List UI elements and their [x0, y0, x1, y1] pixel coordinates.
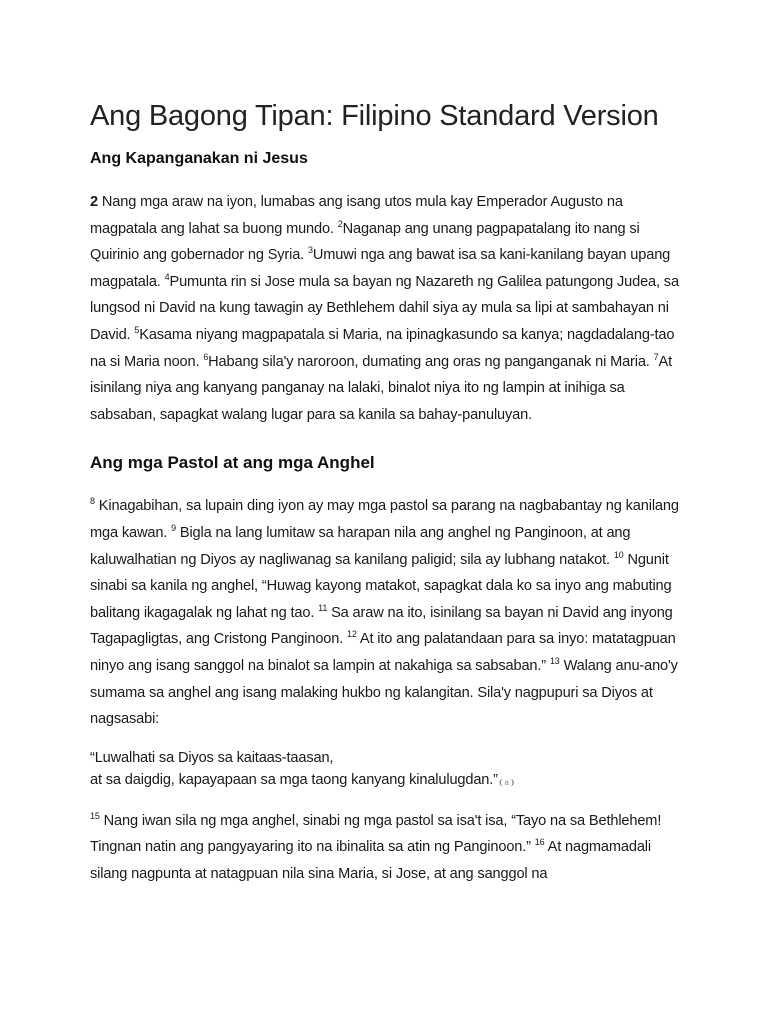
verse-text: Ngunit sinabi sa kanila ng anghel, “Huwag kayong matakot, sapagkat dala ko sa inyo ang mabuting balitang ikagagalak ng lahat ng tao. [90, 551, 672, 621]
quote-line: at sa daigdig, kapayapaan sa mga taong kanyang kinalulugdan.” [90, 771, 498, 788]
verse-text: Nang iwan sila ng mga anghel, sinabi ng mga pastol sa isa't isa, “Tayo na sa Bethlehem! Tingnan natin ang pangyayaring ito na ibinalita sa atin ng Panginoon.” [90, 812, 662, 856]
verse-number: 16 [534, 837, 545, 848]
chapter-number: 2 [90, 194, 98, 210]
verse-text: Bigla na lang lumitaw sa harapan nila ang anghel ng Panginoon, at ang kaluwalhatian ng Diyos ay nagliwanag sa kanilang paligid; sila ay lubhang natakot. [90, 524, 631, 568]
verse-text: Naganap ang unang pagpapatalang ito nang si Quirinio ang gobernador ng Syria. [90, 220, 640, 264]
verse-text: At nagmamadali silang nagpunta at natagpuan nila sina Maria, si Jose, at ang sanggol na [90, 839, 651, 882]
paragraph-shepherds [90, 493, 690, 732]
verse-text: Kinagabihan, sa lupain ding iyon ay may mga pastol sa parang na nagbabantay ng kanilang mga kawan. [90, 498, 679, 541]
verse-number: 5 [134, 324, 140, 335]
verse-number: 11 [318, 602, 328, 613]
verse-number: 6 [203, 351, 209, 362]
quote-line: “Luwalhati sa Diyos sa kaitaas-taasan, [90, 749, 334, 766]
verse-number: 4 [164, 271, 170, 282]
verse-text: Pumunta rin si Jose mula sa bayan ng Nazareth ng Galilea patungong Judea, sa lungsod ni David na kung tawagin ay Bethlehem dahil siya ay mula sa lipi at sambahayan ni David. [90, 273, 679, 343]
verse-number: 3 [308, 245, 313, 256]
verse-text: Walang anu-ano'y sumama sa anghel ang isang malaking hukbo ng kalangitan. Sila'y nagpupuri sa Diyos at nagsasabi: [90, 657, 678, 728]
verse-text: Kasama niyang magpapatala si Maria, na ipinagkasundo sa kanya; nagdadalang-tao na si Maria noon. [90, 326, 675, 370]
verse-number: 8 [90, 496, 95, 507]
verse-text: Sa araw na ito, isinilang sa bayan ni David ang inyong Tagapagligtas, ang Cristong Panginoon. [90, 604, 673, 648]
verse-text: At isinilang niya ang kanyang panganay na lalaki, binalot niya ito ng lampin at inihiga sa sabsaban, sapagkat walang lugar para sa kanila sa bahay-panuluyan. [90, 353, 672, 423]
document-content [90, 96, 690, 887]
section-heading-shepherds: Ang mga Pastol at ang mga Anghel [90, 453, 375, 473]
paragraph-chapter-2 [90, 189, 690, 428]
verse-text: Habang sila'y naroroon, dumating ang oras ng panganganak ni Maria. [208, 353, 650, 370]
verse-number: 7 [653, 351, 659, 362]
verse-number: 10 [613, 549, 624, 560]
hymn-quote [90, 747, 690, 794]
paragraph-continuation [90, 808, 690, 888]
verse-number: 9 [171, 522, 176, 533]
page-title: Ang Bagong Tipan: Filipino Standard Version [90, 100, 659, 132]
verse-number: 2 [337, 218, 343, 229]
verse-number: 13 [549, 655, 560, 666]
section-heading-birth: Ang Kapanganakan ni Jesus [90, 150, 308, 167]
verse-text: At ito ang palatandaan para sa inyo: matatagpuan ninyo ang isang sanggol na binalot sa lampin at nakahiga sa sabsaban.” [90, 631, 676, 674]
verse-text: Nang mga araw na iyon, lumabas ang isang utos mula kay Emperador Augusto na magpatala ang lahat sa buong mundo. [90, 194, 623, 237]
verse-number: 12 [347, 629, 357, 640]
verse-number: 15 [90, 810, 100, 821]
footnote-marker[interactable]: ❨a❩ [497, 777, 516, 787]
verse-text: Umuwi nga ang bawat isa sa kani-kanilang bayan upang magpatala. [90, 247, 671, 290]
